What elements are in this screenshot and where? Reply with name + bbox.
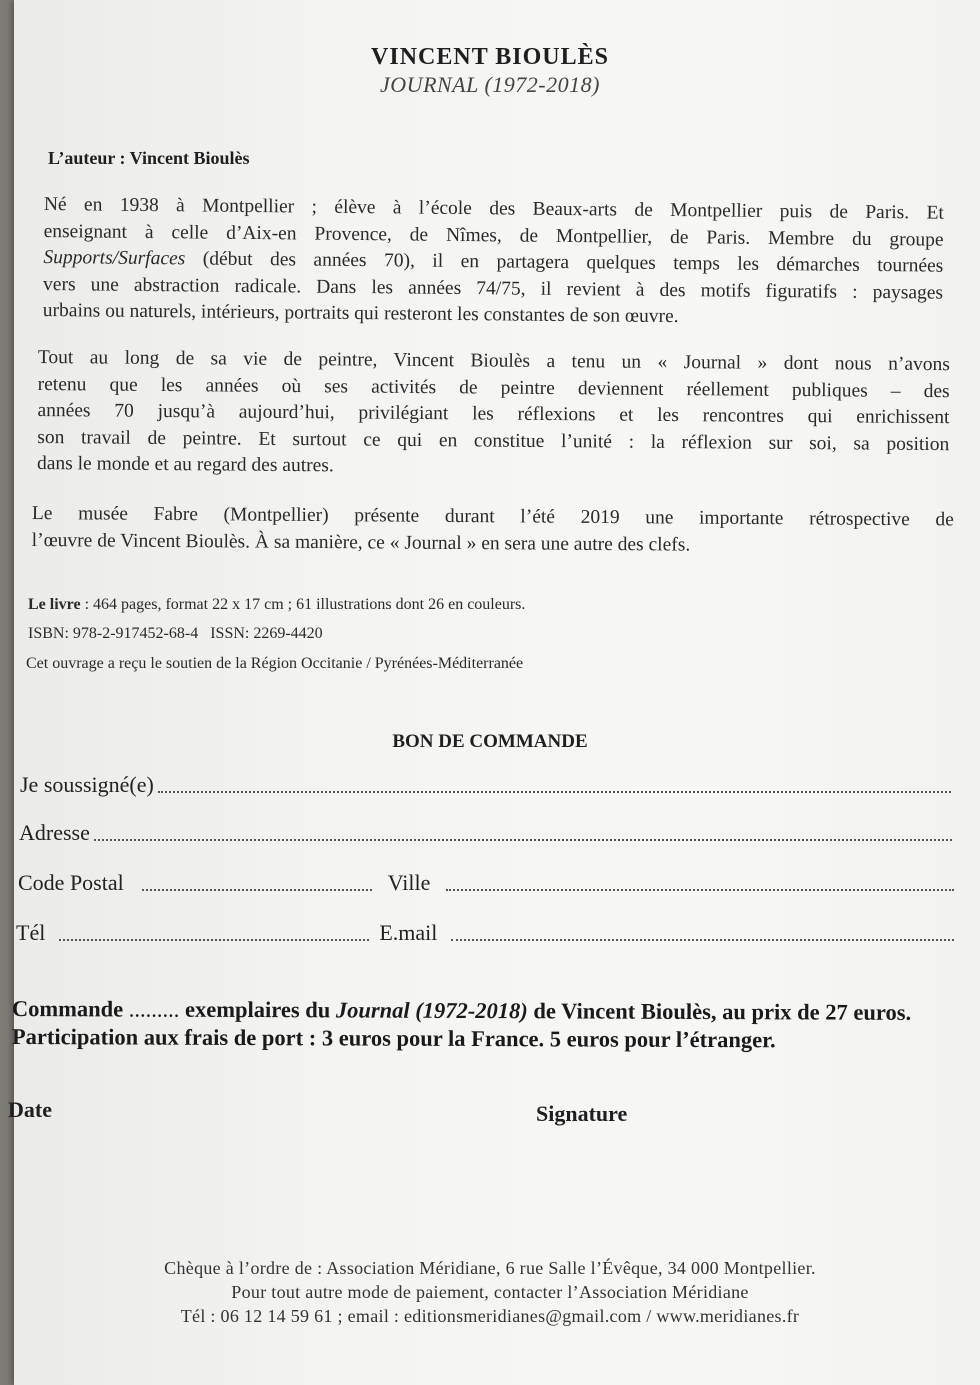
address-label: Adresse [19,820,90,845]
journal-paragraph [37,345,950,485]
email-field[interactable] [451,939,954,941]
text-fragment: (début des années 70), il en partagera quelques temps les démarches tournées [202,248,944,277]
isbn-line: ISBN: 978-2-917452-68-4 ISSN: 2269-4420 [28,625,323,642]
address-field[interactable] [94,839,952,841]
author-heading: L’auteur : Vincent Bioulès [48,148,250,168]
city-label: Ville [387,870,431,895]
museum-paragraph [32,501,954,560]
signature-label: Signature [536,1101,628,1126]
text-line: urbains ou naturels, intérieurs, portraits qui resteront les constantes de son œuvre. [42,299,679,328]
author-bio-paragraph [43,192,944,333]
text-line: l’œuvre de Vincent Bioulès. À sa manière, ce « Journal » en sera une autre des clefs. [31,529,691,556]
book-label: Le livre [28,596,81,613]
footer-cheque-line: Chèque à l’ordre de : Association Méridiane, 6 rue Salle l’Évêque, 34 000 Montpellier. [164,1258,816,1278]
order-form-title: BON DE COMMANDE [392,731,588,752]
tel-field[interactable] [59,939,369,941]
text-line: Né en 1938 à Montpellier ; élève à l’école des Beaux-arts de Montpellier puis de Paris. Et [43,193,944,224]
page-subtitle: JOURNAL (1972-2018) [380,72,600,97]
email-label: E.mail [379,920,438,945]
text-line: dans le monde et au regard des autres. [36,452,334,477]
footer-payment-line: Pour tout autre mode de paiement, contacter l’Association Méridiane [231,1282,749,1302]
text-line: Tout au long de sa vie de peintre, Vincent Bioulès a tenu un « Journal » dont nous n’avons [37,346,950,376]
order-mid: exemplaires du [179,996,336,1023]
tel-label: Tél [16,920,46,945]
postal-code-label: Code Postal [18,870,124,895]
quantity-field[interactable]: ......... [128,996,180,1022]
tel-email-row [16,920,958,946]
address-row [19,820,956,846]
name-field[interactable] [158,791,951,793]
text-line: Le musée Fabre (Montpellier) présente durant l’été 2019 une importante rétrospective de [31,502,954,531]
group-name: Supports/Surfaces [43,246,186,270]
city-field[interactable] [446,889,954,891]
name-label: Je soussigné(e) [20,772,154,797]
book-title: Journal (1972-2018) [335,997,528,1024]
page-title: VINCENT BIOULÈS [371,44,609,70]
order-suffix: de Vincent Bioulès, au prix de 27 euros. [527,998,912,1025]
footer-contact-line: Tél : 06 12 14 59 61 ; email : editionsmeridianes@gmail.com / www.meridianes.fr [180,1306,800,1326]
shipping-line: Participation aux frais de port : 3 euros pour la France. 5 euros pour l’étranger. [11,1024,776,1053]
date-label: Date [8,1097,52,1122]
name-row [20,772,955,798]
order-line [12,996,911,1026]
postal-city-row [18,870,958,896]
text-line: enseignant à celle d’Aix-en Provence, de Nîmes, de Montpellier, de Paris. Membre du groupe [43,220,944,251]
text-line: son travail de peintre. Et surtout ce qui en constitue l’unité : la réflexion sur soi, sa position [37,426,950,455]
text-line: retenu que les années où ses activités de peintre deviennent réellement publiques – des [37,373,950,402]
text-line: vers une abstraction radicale. Dans les années 74/75, il revient à des motifs figuratifs : paysages [43,273,944,304]
postal-code-field[interactable] [142,889,372,891]
order-prefix: Commande [11,996,124,1022]
text-line: années 70 jusqu’à aujourd’hui, privilégiant les réflexions et les rencontres qui enrichissent [37,399,950,429]
book-specs: : 464 pages, format 22 x 17 cm ; 61 illustrations dont 26 en couleurs. [80,596,526,613]
support-line: Cet ouvrage a reçu le soutien de la Région Occitanie / Pyrénées-Méditerranée [26,655,524,672]
book-details [28,596,525,614]
